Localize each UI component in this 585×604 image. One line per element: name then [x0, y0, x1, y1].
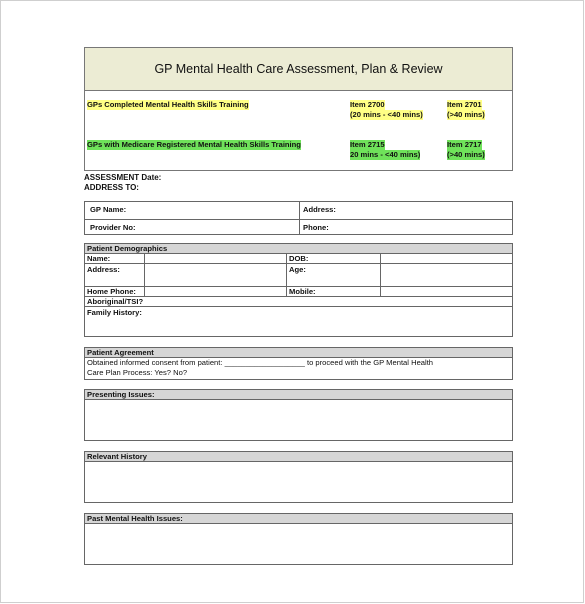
demographics-col-divider-3 — [380, 253, 381, 296]
training-row-2-item-a-time: 20 mins - <40 mins) — [350, 150, 421, 159]
agreement-consent-text: Obtained informed consent from patient: ___________________ to proceed with the GP Mental Health — [87, 358, 434, 367]
document-title: GP Mental Health Care Assessment, Plan & Review — [154, 62, 443, 76]
training-row-2-item-a: Item 2715 — [350, 140, 385, 149]
gp-details-box — [84, 201, 513, 235]
relevant-history-heading: Relevant History — [87, 452, 147, 461]
presenting-issues-field[interactable] — [84, 399, 513, 441]
gp-phone-field[interactable]: Phone: — [303, 223, 329, 232]
training-row-1-item-a-time: (20 mins - <40 mins) — [350, 110, 423, 119]
gp-address-field[interactable]: Address: — [303, 205, 336, 214]
document-title-box — [84, 47, 513, 91]
relevant-history-field[interactable] — [84, 461, 513, 503]
training-row-1-item-b-time: (>40 mins) — [447, 110, 485, 119]
gp-details-column-divider — [299, 202, 300, 234]
assessment-date-label: ASSESSMENT Date: — [84, 173, 162, 182]
aboriginal-tsi-field[interactable]: Aboriginal/TSI? — [87, 297, 144, 306]
demographics-col-divider-2 — [286, 253, 287, 296]
training-row-1-item-a: Item 2700 — [350, 100, 385, 109]
presenting-issues-heading: Presenting Issues: — [87, 390, 155, 399]
patient-dob-field[interactable]: DOB: — [289, 254, 309, 263]
family-history-field[interactable]: Family History: — [87, 308, 142, 317]
demographics-box — [84, 253, 513, 337]
past-mental-health-heading: Past Mental Health Issues: — [87, 514, 183, 523]
agreement-box — [84, 357, 513, 380]
training-row-2-item-b: Item 2717 — [447, 140, 482, 149]
demographics-col-divider-1 — [144, 253, 145, 296]
agreement-heading: Patient Agreement — [87, 348, 154, 357]
training-row-2-label: GPs with Medicare Registered Mental Health Skills Training — [87, 140, 301, 149]
address-to-label: ADDRESS TO: — [84, 183, 139, 192]
provider-no-field[interactable]: Provider No: — [90, 223, 136, 232]
patient-address-field[interactable]: Address: — [87, 265, 120, 274]
training-row-1-label: GPs Completed Mental Health Skills Training — [87, 100, 249, 109]
training-row-2-item-b-time: (>40 mins) — [447, 150, 485, 159]
patient-age-field[interactable]: Age: — [289, 265, 306, 274]
agreement-care-plan-text: Care Plan Process: Yes? No? — [87, 368, 188, 377]
past-mental-health-field[interactable] — [84, 523, 513, 565]
training-items-box — [84, 91, 513, 171]
patient-home-phone-field[interactable]: Home Phone: — [87, 287, 136, 296]
demographics-heading: Patient Demographics — [87, 244, 168, 253]
training-row-1-item-b: Item 2701 — [447, 100, 482, 109]
gp-name-field[interactable]: GP Name: — [90, 205, 127, 214]
demographics-row-divider-4 — [85, 306, 512, 307]
patient-name-field[interactable]: Name: — [87, 254, 111, 263]
patient-mobile-field[interactable]: Mobile: — [289, 287, 316, 296]
